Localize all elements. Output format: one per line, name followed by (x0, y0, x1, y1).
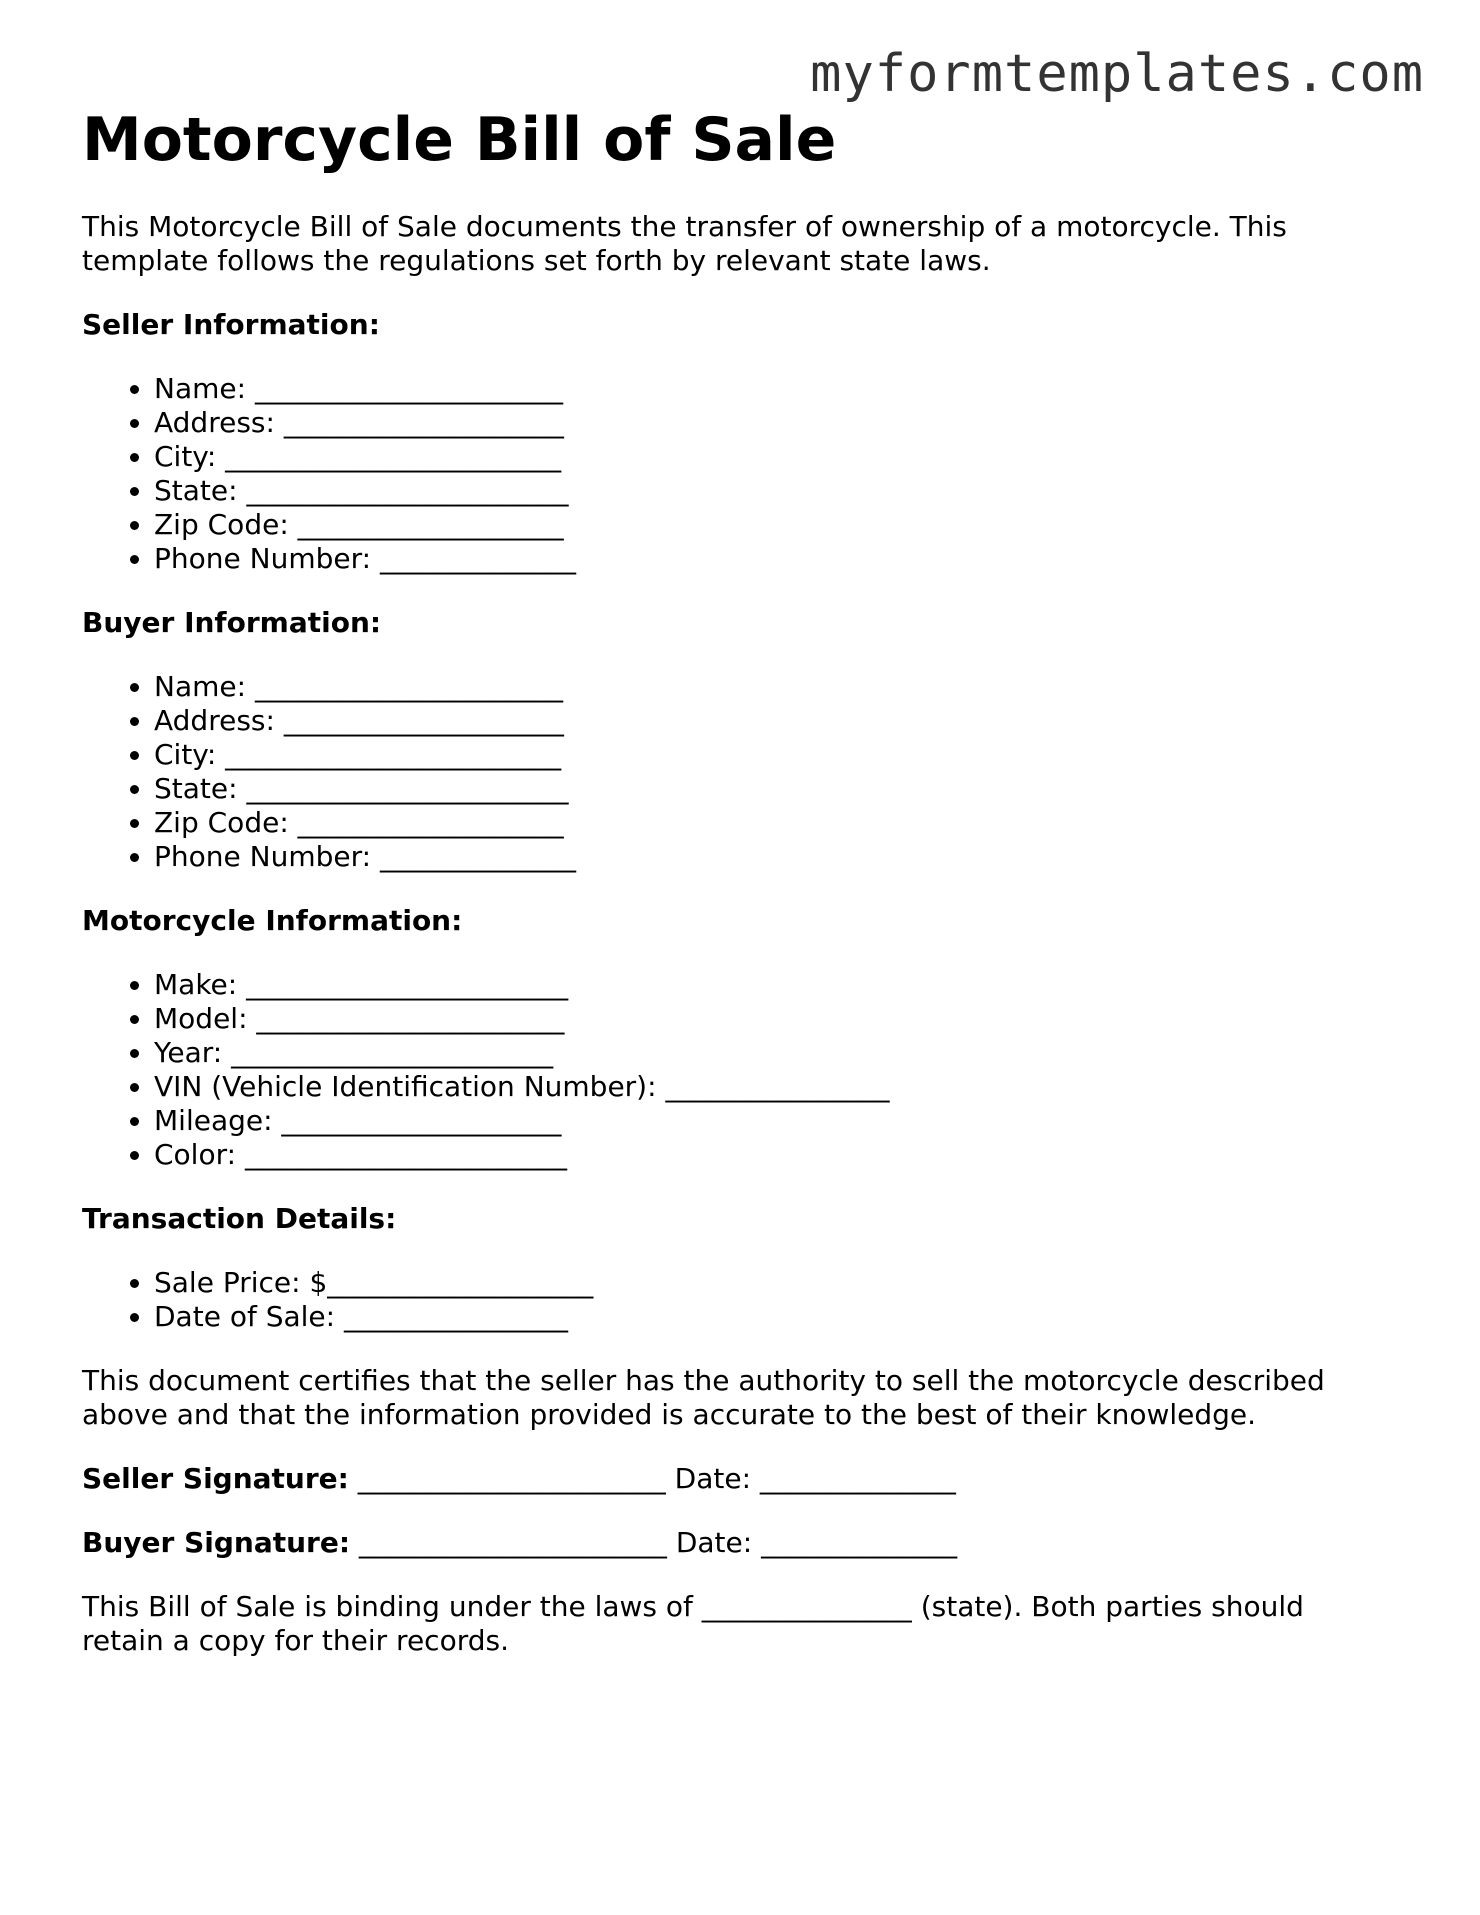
seller-signature-label: Seller Signature: (82, 1462, 349, 1495)
closing-paragraph: This Bill of Sale is binding under the laws of _______________ (state). Both parties should retain a copy for their records. (82, 1590, 1304, 1657)
seller-name-field[interactable]: • Name: ______________________ (154, 372, 1402, 406)
buyer-field-list (82, 670, 1402, 874)
buyer-address-field[interactable]: • Address: ____________________ (154, 704, 1402, 738)
seller-state-field[interactable]: • State: _______________________ (154, 474, 1402, 508)
certification-paragraph: This document certifies that the seller has the authority to sell the motorcycle described above and that the information provided is accurate to the best of their knowledge. (82, 1364, 1325, 1431)
seller-signature-line[interactable] (82, 1462, 1402, 1496)
bill-of-sale-document (82, 102, 1402, 1658)
seller-signature-blanks[interactable]: ______________________ Date: ______________ (348, 1462, 956, 1495)
buyer-signature-line[interactable] (82, 1526, 1402, 1560)
buyer-state-field[interactable]: • State: _______________________ (154, 772, 1402, 806)
transaction-section-heading: Transaction Details: (82, 1202, 397, 1235)
motorcycle-vin-field[interactable]: • VIN (Vehicle Identification Number): ________________ (154, 1070, 1402, 1104)
buyer-name-field[interactable]: • Name: ______________________ (154, 670, 1402, 704)
buyer-signature-blanks[interactable]: ______________________ Date: ______________ (350, 1526, 958, 1559)
sale-date-field[interactable]: • Date of Sale: ________________ (154, 1300, 1402, 1334)
seller-section-heading: Seller Information: (82, 308, 380, 341)
buyer-city-field[interactable]: • City: ________________________ (154, 738, 1402, 772)
motorcycle-year-field[interactable]: • Year: _______________________ (154, 1036, 1402, 1070)
buyer-zip-field[interactable]: • Zip Code: ___________________ (154, 806, 1402, 840)
motorcycle-field-list (82, 968, 1402, 1172)
site-watermark: myformtemplates.com (810, 44, 1424, 104)
motorcycle-color-field[interactable]: • Color: _______________________ (154, 1138, 1402, 1172)
seller-phone-field[interactable]: • Phone Number: ______________ (154, 542, 1402, 576)
motorcycle-mileage-field[interactable]: • Mileage: ____________________ (154, 1104, 1402, 1138)
seller-field-list (82, 372, 1402, 576)
buyer-section-heading: Buyer Information: (82, 606, 382, 639)
buyer-phone-field[interactable]: • Phone Number: ______________ (154, 840, 1402, 874)
motorcycle-make-field[interactable]: • Make: _______________________ (154, 968, 1402, 1002)
buyer-signature-label: Buyer Signature: (82, 1526, 351, 1559)
seller-city-field[interactable]: • City: ________________________ (154, 440, 1402, 474)
seller-address-field[interactable]: • Address: ____________________ (154, 406, 1402, 440)
page-title: Motorcycle Bill of Sale (82, 105, 837, 175)
seller-zip-field[interactable]: • Zip Code: ___________________ (154, 508, 1402, 542)
motorcycle-model-field[interactable]: • Model: ______________________ (154, 1002, 1402, 1036)
motorcycle-section-heading: Motorcycle Information: (82, 904, 463, 937)
transaction-field-list (82, 1266, 1402, 1334)
intro-paragraph: This Motorcycle Bill of Sale documents the transfer of ownership of a motorcycle. This template follows the regulations set forth by relevant state laws. (82, 210, 1287, 277)
sale-price-field[interactable]: • Sale Price: $___________________ (154, 1266, 1402, 1300)
